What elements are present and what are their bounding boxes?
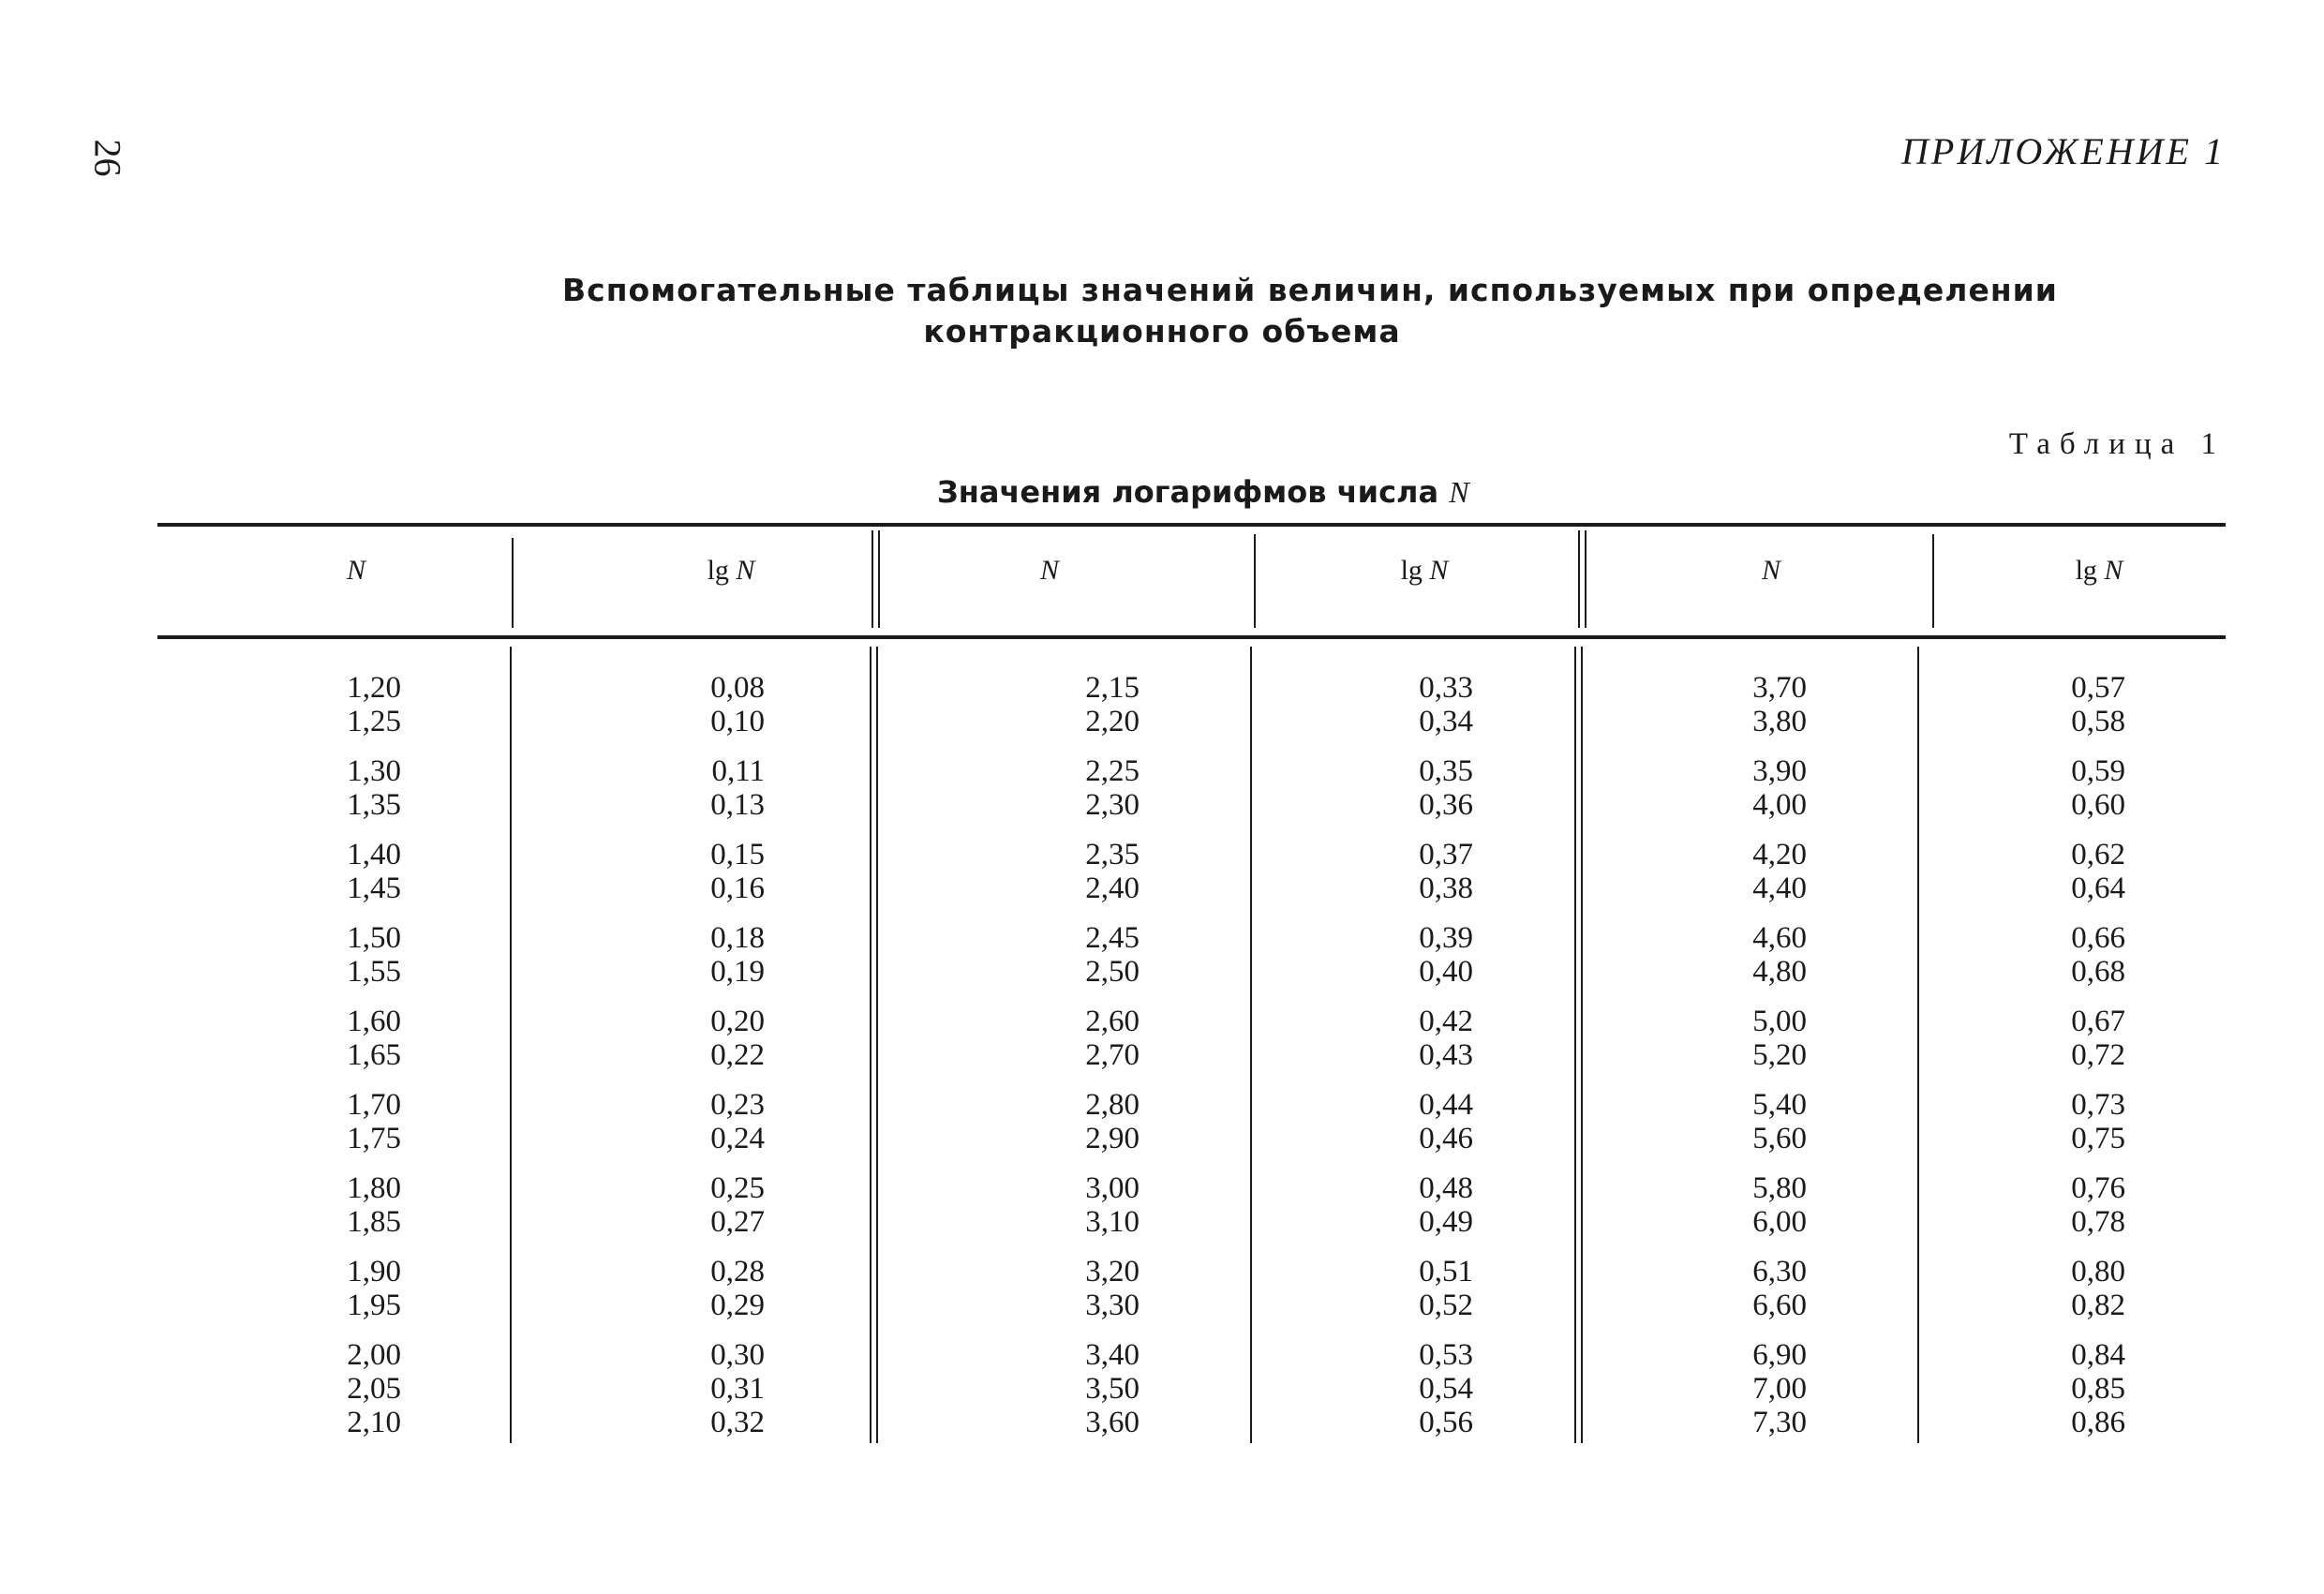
- table-cell: 1,60: [347, 1005, 401, 1038]
- table-cell: 2,00: [347, 1338, 401, 1372]
- table-cell: 0,31: [710, 1372, 765, 1406]
- table-cell: 2,10: [347, 1406, 401, 1439]
- separator-3-header: [1254, 534, 1256, 628]
- table-cell: 5,20: [1752, 1038, 1807, 1072]
- table-cell: 0,42: [1419, 1005, 1473, 1038]
- row-gap: [281, 989, 401, 1005]
- table-cell: 0,72: [2071, 1038, 2125, 1072]
- row-gap: [1012, 1322, 1140, 1338]
- row-gap: [1687, 989, 1807, 1005]
- table-cell: 2,25: [1085, 754, 1140, 788]
- table-cell: 1,80: [347, 1171, 401, 1205]
- row-gap: [637, 1072, 765, 1088]
- row-gap: [2005, 1239, 2125, 1255]
- row-gap: [281, 738, 401, 754]
- table-cell: 0,57: [2071, 671, 2125, 705]
- table-cell: 3,40: [1085, 1338, 1140, 1372]
- table-cell: 0,80: [2071, 1255, 2125, 1289]
- table-cell: 6,30: [1752, 1255, 1807, 1289]
- table-cell: 0,25: [710, 1171, 765, 1205]
- row-gap: [2005, 905, 2125, 921]
- table-cell: 0,49: [1419, 1205, 1473, 1239]
- header-lgn-3: lg N: [2075, 555, 2123, 586]
- table-cell: 0,48: [1419, 1171, 1473, 1205]
- table-cell: 1,40: [347, 838, 401, 871]
- row-gap: [1012, 822, 1140, 838]
- column-lgn-3: [2005, 671, 2125, 1439]
- table-cell: 0,67: [2071, 1005, 2125, 1038]
- row-gap: [281, 1155, 401, 1171]
- table-cell: 0,13: [710, 788, 765, 822]
- row-gap: [637, 822, 765, 838]
- row-gap: [281, 1072, 401, 1088]
- table-cell: 1,50: [347, 921, 401, 955]
- title-line-1: Вспомогательные таблицы значений величин, используемых при определении: [562, 272, 2058, 308]
- row-gap: [1331, 1322, 1473, 1338]
- table-cell: 0,40: [1419, 955, 1473, 989]
- column-lgn-2: [1331, 671, 1473, 1439]
- row-gap: [1012, 905, 1140, 921]
- separator-4-header: [1578, 530, 1587, 628]
- table-cell: 3,00: [1085, 1171, 1140, 1205]
- table-cell: 1,90: [347, 1255, 401, 1289]
- row-gap: [637, 989, 765, 1005]
- table-cell: 0,23: [710, 1088, 765, 1122]
- table-cell: 0,11: [711, 754, 765, 788]
- table-cell: 2,80: [1085, 1088, 1140, 1122]
- table-cell: 0,68: [2071, 955, 2125, 989]
- header-lgn-1: lg N: [707, 555, 755, 586]
- table-cell: 0,36: [1419, 788, 1473, 822]
- table-cell: 0,51: [1419, 1255, 1473, 1289]
- table-cell: 0,29: [710, 1289, 765, 1322]
- table-cell: 0,56: [1419, 1406, 1473, 1439]
- row-gap: [1687, 1239, 1807, 1255]
- table-cell: 0,54: [1419, 1372, 1473, 1406]
- table-cell: 5,80: [1752, 1171, 1807, 1205]
- table-cell: 0,27: [710, 1205, 765, 1239]
- row-gap: [637, 738, 765, 754]
- table-cell: 1,25: [347, 705, 401, 738]
- row-gap: [281, 1322, 401, 1338]
- row-gap: [1012, 1239, 1140, 1255]
- row-gap: [281, 1239, 401, 1255]
- table-cell: 5,60: [1752, 1122, 1807, 1155]
- table-cell: 0,19: [710, 955, 765, 989]
- table-label: Таблица 1: [2008, 427, 2226, 461]
- table-cell: 0,22: [710, 1038, 765, 1072]
- table-cell: 0,30: [710, 1338, 765, 1372]
- header-n-1: N: [346, 555, 365, 586]
- row-gap: [1331, 822, 1473, 838]
- row-gap: [1331, 1072, 1473, 1088]
- table-cell: 6,90: [1752, 1338, 1807, 1372]
- table-cell: 7,00: [1752, 1372, 1807, 1406]
- row-gap: [1012, 1155, 1140, 1171]
- table-cell: 0,33: [1419, 671, 1473, 705]
- table-cell: 0,52: [1419, 1289, 1473, 1322]
- header-n-3: N: [1761, 555, 1780, 586]
- table-cell: 0,64: [2071, 871, 2125, 905]
- table-cell: 3,10: [1085, 1205, 1140, 1239]
- table-cell: 4,80: [1752, 955, 1807, 989]
- row-gap: [2005, 989, 2125, 1005]
- table-cell: 0,59: [2071, 754, 2125, 788]
- table-cell: 0,76: [2071, 1171, 2125, 1205]
- separator-2-body: [870, 647, 878, 1443]
- row-gap: [637, 1155, 765, 1171]
- table-cell: 0,38: [1419, 871, 1473, 905]
- table-cell: 0,85: [2071, 1372, 2125, 1406]
- table-cell: 0,18: [710, 921, 765, 955]
- table-cell: 5,00: [1752, 1005, 1807, 1038]
- table-cell: 3,50: [1085, 1372, 1140, 1406]
- table-cell: 1,45: [347, 871, 401, 905]
- row-gap: [1687, 1155, 1807, 1171]
- separator-4-body: [1574, 647, 1583, 1443]
- row-gap: [281, 905, 401, 921]
- table-cell: 7,30: [1752, 1406, 1807, 1439]
- table-cell: 6,60: [1752, 1289, 1807, 1322]
- table-cell: 5,40: [1752, 1088, 1807, 1122]
- table-cell: 0,28: [710, 1255, 765, 1289]
- table-cell: 0,73: [2071, 1088, 2125, 1122]
- table-cell: 2,30: [1085, 788, 1140, 822]
- table-cell: 2,35: [1085, 838, 1140, 871]
- table-cell: 0,44: [1419, 1088, 1473, 1122]
- table-cell: 0,32: [710, 1406, 765, 1439]
- table-cell: 0,08: [710, 671, 765, 705]
- table-cell: 2,20: [1085, 705, 1140, 738]
- row-gap: [2005, 738, 2125, 754]
- table-cell: 0,78: [2071, 1205, 2125, 1239]
- row-gap: [1687, 905, 1807, 921]
- separator-1-header: [512, 538, 514, 628]
- table-subtitle: [937, 474, 1469, 510]
- row-gap: [637, 905, 765, 921]
- table-header-rule: [157, 635, 2226, 639]
- table-cell: 0,84: [2071, 1338, 2125, 1372]
- table-cell: 4,20: [1752, 838, 1807, 871]
- table-cell: 1,55: [347, 955, 401, 989]
- table-cell: 1,30: [347, 754, 401, 788]
- table-cell: 0,86: [2071, 1406, 2125, 1439]
- table-cell: 2,40: [1085, 871, 1140, 905]
- table-cell: 0,62: [2071, 838, 2125, 871]
- table-cell: 0,16: [710, 871, 765, 905]
- row-gap: [1687, 1072, 1807, 1088]
- row-gap: [2005, 1072, 2125, 1088]
- separator-5-header: [1932, 534, 1934, 628]
- table-cell: 0,37: [1419, 838, 1473, 871]
- table-subtitle-text: Значения логарифмов числа: [937, 474, 1439, 510]
- column-n-2: [1012, 671, 1140, 1439]
- table-cell: 0,43: [1419, 1038, 1473, 1072]
- table-cell: 2,45: [1085, 921, 1140, 955]
- table-cell: 0,34: [1419, 705, 1473, 738]
- row-gap: [281, 822, 401, 838]
- column-n-1: [281, 671, 401, 1439]
- row-gap: [1687, 738, 1807, 754]
- page-number: 26: [86, 139, 129, 177]
- row-gap: [1012, 1072, 1140, 1088]
- table-cell: 2,60: [1085, 1005, 1140, 1038]
- table-cell: 3,30: [1085, 1289, 1140, 1322]
- table-subtitle-var: N: [1449, 475, 1469, 509]
- column-lgn-1: [637, 671, 765, 1439]
- row-gap: [2005, 1322, 2125, 1338]
- table-cell: 2,70: [1085, 1038, 1140, 1072]
- row-gap: [2005, 1155, 2125, 1171]
- table-cell: 1,65: [347, 1038, 401, 1072]
- table-cell: 4,40: [1752, 871, 1807, 905]
- table-cell: 0,10: [710, 705, 765, 738]
- table-cell: 0,58: [2071, 705, 2125, 738]
- row-gap: [637, 1322, 765, 1338]
- row-gap: [1012, 989, 1140, 1005]
- table-cell: 1,95: [347, 1289, 401, 1322]
- title-line-2: контракционного объема: [923, 313, 1401, 350]
- row-gap: [1331, 738, 1473, 754]
- table-cell: 0,35: [1419, 754, 1473, 788]
- row-gap: [1331, 1155, 1473, 1171]
- table-cell: 0,15: [710, 838, 765, 871]
- table-cell: 4,60: [1752, 921, 1807, 955]
- row-gap: [1331, 1239, 1473, 1255]
- separator-1-body: [510, 647, 512, 1443]
- table-cell: 4,00: [1752, 788, 1807, 822]
- header-lgn-2: lg N: [1400, 555, 1449, 586]
- separator-5-body: [1917, 647, 1919, 1443]
- table-cell: 1,20: [347, 671, 401, 705]
- row-gap: [1687, 1322, 1807, 1338]
- column-n-3: [1687, 671, 1807, 1439]
- table-cell: 1,75: [347, 1122, 401, 1155]
- appendix-heading: ПРИЛОЖЕНИЕ 1: [1901, 130, 2226, 172]
- row-gap: [1331, 905, 1473, 921]
- row-gap: [2005, 822, 2125, 838]
- table-cell: 2,90: [1085, 1122, 1140, 1155]
- table-cell: 3,80: [1752, 705, 1807, 738]
- table-cell: 0,24: [710, 1122, 765, 1155]
- table-cell: 0,82: [2071, 1289, 2125, 1322]
- row-gap: [1687, 822, 1807, 838]
- table-cell: 2,15: [1085, 671, 1140, 705]
- row-gap: [1012, 738, 1140, 754]
- table-cell: 1,35: [347, 788, 401, 822]
- row-gap: [1331, 989, 1473, 1005]
- table-cell: 3,60: [1085, 1406, 1140, 1439]
- row-gap: [637, 1239, 765, 1255]
- table-cell: 3,20: [1085, 1255, 1140, 1289]
- separator-2-header: [872, 530, 880, 628]
- table-cell: 0,39: [1419, 921, 1473, 955]
- table-cell: 0,53: [1419, 1338, 1473, 1372]
- table-cell: 1,85: [347, 1205, 401, 1239]
- table-cell: 1,70: [347, 1088, 401, 1122]
- header-n-2: N: [1039, 555, 1059, 586]
- table-cell: 0,75: [2071, 1122, 2125, 1155]
- table-cell: 0,20: [710, 1005, 765, 1038]
- table-cell: 0,66: [2071, 921, 2125, 955]
- page-title: [562, 270, 2058, 352]
- table-top-rule: [157, 523, 2226, 527]
- table-cell: 3,70: [1752, 671, 1807, 705]
- table-cell: 6,00: [1752, 1205, 1807, 1239]
- separator-3-body: [1250, 647, 1252, 1443]
- table-cell: 3,90: [1752, 754, 1807, 788]
- table-cell: 0,60: [2071, 788, 2125, 822]
- table-cell: 0,46: [1419, 1122, 1473, 1155]
- table-cell: 2,50: [1085, 955, 1140, 989]
- table-cell: 2,05: [347, 1372, 401, 1406]
